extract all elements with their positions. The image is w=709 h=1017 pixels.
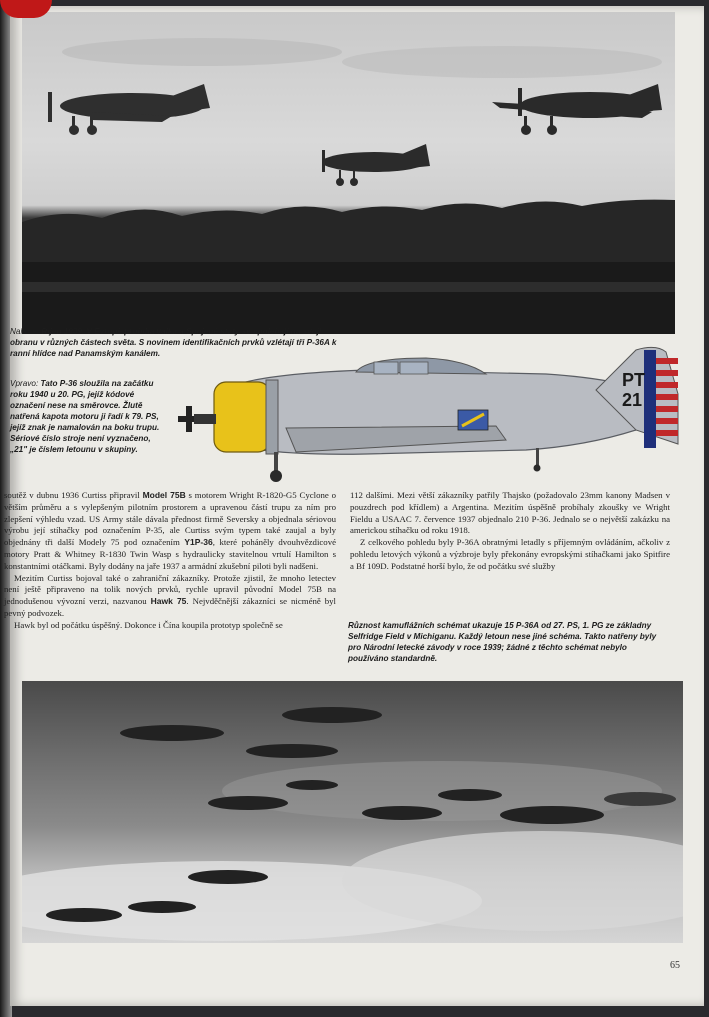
rudder-blue	[644, 350, 656, 448]
col1-hawk75: Hawk 75	[150, 596, 187, 607]
plane-right	[492, 84, 662, 135]
top-photo-drawing	[22, 12, 675, 334]
profile-caption-text: Tato P-36 sloužila na začátku roku 1940 u 20. PG, jejíž kódové označení nese na směrovce. Žlutě natřená kapota motoru ji řadí k 79. PS, jejíž znak je namalován na boku trupu. Sériové číslo stroje není vyznačeno, „21" je číslem letounu v skupiny.	[10, 379, 160, 454]
tail-code-21: 21	[622, 390, 643, 410]
col1-p1b: s motorem Wright R-1820-G5 Cyclone o větším průměru a s vylepšeným pilotním prostorem a upravenou částí trupu za ním pro zlepšení výhledu vzad. US Army stále dávala přednost firmě Seversky a objednala sériovou výrobu její stíhačky pod označením P-35, ale Curtiss svým typem také zaujal a byly objednány tři další Modely 75 pod označením	[4, 490, 337, 548]
magazine-page	[4, 6, 704, 1006]
top-caption-text: Říjen 1939. V Evropě probíhá válka a Spojené státy se spoléhají na svoji obranu v různých částech světa. S novinem identifikačních prvků vzlétají tři P-36A k ranní hlídce nad Panamským kanálem.	[10, 327, 337, 358]
col1-p1c: , které poháněly dvouhvězdicové motory Pratt & Whitney R-1830 Twin Wasp s hydraulicky stavitelnou vrtulí Hamilton s konstantními otáčkami. Byly dodány na jaře 1937 a armádní zkušební piloti byli nadšeni.	[4, 537, 337, 571]
camouflage-caption-text: Různost kamuflážních schémat ukazuje 15 P-36A od 27. PS, 1. PG ze základny Selfridge Field v Michiganu. Každý letoun nese jiné schéma. Takto natřeny byly pro Národní letecké závody v roce 1939; žádné z těchto schémat nebylo používáno standardně.	[348, 621, 657, 663]
tail-code-pt: PT	[622, 370, 646, 390]
top-caption-lead: Nahoře:	[10, 327, 40, 336]
plane-middle	[322, 144, 430, 186]
bottom-photo-drawing	[22, 681, 683, 943]
body-column-2	[350, 490, 670, 573]
plane-left	[48, 84, 210, 135]
camouflage-caption	[348, 620, 662, 664]
col1-p2b: . Nejvděčnější zákazníci se nicméně byl pevný podvozek.	[4, 596, 336, 618]
col1-p2a: Mezitím Curtiss bojoval také o zahraniční zákazníky. Protože zjistil, že mnoho letectev není ještě připraveno na tolik nových prvků, rychle upravil původní Model 75B na jednodušenou vývozní verzi, nazvanou	[4, 572, 336, 607]
page-number: 65	[670, 960, 680, 971]
col1-p1a: soutěž v dubnu 1936 Curtiss připravil	[4, 490, 140, 500]
col1-model-75b: Model 75B	[142, 490, 186, 500]
profile-caption	[10, 378, 160, 455]
body-column-1	[4, 490, 336, 632]
col1-p3: Hawk byl od počátku úspěšný. Dokonce i Čína koupila prototyp společně se	[14, 619, 283, 630]
bottom-photo-formation	[22, 681, 683, 943]
top-photo-p36-formation	[22, 12, 675, 334]
col2-p2: Z celkového pohledu byly P-36A obratnými letadly s příjemným ovládáním, ačkoliv z pohledu letových výkonů a výzbroje byly překonány evropskými stíhačkami jako Spitfire a Bf 109D. Podstatné horší bylo, že od počátku své služby	[350, 537, 670, 571]
yellow-cowling	[214, 382, 270, 452]
col2-p1: 112 dalšími. Mezi větší zákazníky patřily Thajsko (požadovalo 23mm kanony Madsen v pouzdrech pod křídlem) a Argentina. Mezitím úspěšně probíhaly zkoušky ve Wright Fieldu a USAAC 7. července 1937 objednalo 210 P-36. Jednalo se o největší zakázku na americkou stíhačku od roku 1918.	[350, 490, 670, 536]
profile-caption-lead: Vpravo:	[10, 379, 39, 388]
col1-y1p36: Y1P-36	[184, 537, 213, 548]
p36-color-profile	[166, 344, 686, 484]
